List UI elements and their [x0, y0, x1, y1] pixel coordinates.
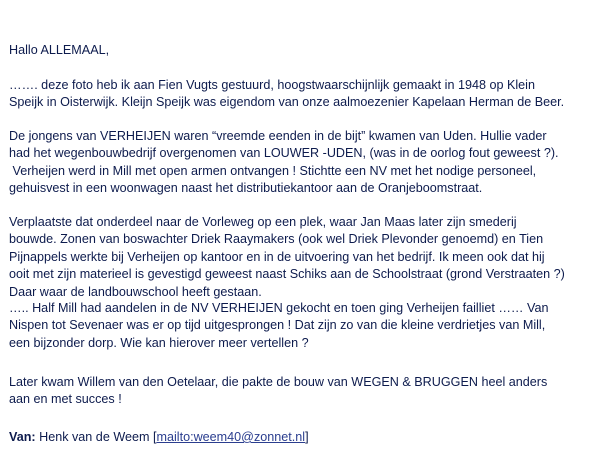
- paragraph-line: aan en met succes !: [9, 392, 122, 407]
- paragraph-line: gehuisvest in een woonwagen naast het distributiekantoor aan de Oranjeboomstraat.: [9, 181, 483, 196]
- paragraph-line: Verheijen werd in Mill met open armen ontvangen ! Stichtte een NV met het nodige personeel,: [9, 163, 537, 178]
- paragraph-line: Speijk in Oisterwijk. Kleijn Speijk was eigendom van onze aalmoezenier Kapelaan Herman de Beer.: [9, 95, 565, 110]
- paragraph-line: Pijnappels werkte bij Verheijen op kantoor en in de uitvoering van het bedrijf. Ik meen ook dat hij: [9, 249, 545, 264]
- paragraph-line: Nispen tot Sevenaer was er op tijd uitgesprongen ! Dat zijn zo van die kleine verdrietjes van Mill,: [9, 318, 546, 333]
- sender-label: Van:: [9, 430, 36, 444]
- bracket-close: ]: [305, 430, 309, 444]
- sender-mailto-link[interactable]: mailto:weem40@zonnet.nl: [156, 430, 306, 444]
- paragraph-line: ….. Half Mill had aandelen in de NV VERHEIJEN gekocht en toen ging Verheijen failliet …… Van: [9, 301, 549, 315]
- paragraph-4: [9, 300, 549, 352]
- paragraph-line: had het wegenbouwbedrijf overgenomen van LOUWER -UDEN, (was in de oorlog fout geweest ?).: [9, 146, 559, 161]
- paragraph-line: Verplaatste dat onderdeel naar de Vorleweg op een plek, waar Jan Maas later zijn smederij: [9, 215, 517, 229]
- paragraph-5: [9, 374, 547, 409]
- paragraph-line: Daar waar de landbouwschool heeft gestaan.: [9, 284, 262, 299]
- paragraph-line: bouwde. Zonen van boswachter Driek Raaymakers (ook wel Driek Plevonder genoemd) en Tien: [9, 232, 544, 247]
- greeting: Hallo ALLEMAAL,: [9, 43, 110, 57]
- paragraph-2: [9, 128, 559, 198]
- sender-name: Henk van de Weem: [35, 430, 153, 444]
- paragraph-line: De jongens van VERHEIJEN waren “vreemde eenden in de bijt” kwamen van Uden. Hullie vader: [9, 129, 547, 143]
- paragraph-line: een bijzonder dorp. Wie kan hierover meer vertellen ?: [9, 335, 309, 350]
- paragraph-line: Later kwam Willem van den Oetelaar, die pakte de bouw van WEGEN & BRUGGEN heel anders: [9, 375, 548, 389]
- paragraph-1: [9, 77, 564, 112]
- paragraph-3: [9, 214, 565, 301]
- paragraph-line: ……. deze foto heb ik aan Fien Vugts gestuurd, hoogstwaarschijnlijk gemaakt in 1948 op Klein: [9, 78, 535, 92]
- sender-line: [9, 429, 309, 446]
- bracket-open: [: [152, 430, 157, 444]
- paragraph-line: ooit met zijn materieel is gevestigd geweest naast Schiks aan de Schoolstraat (grond Verstraaten ?): [9, 267, 565, 282]
